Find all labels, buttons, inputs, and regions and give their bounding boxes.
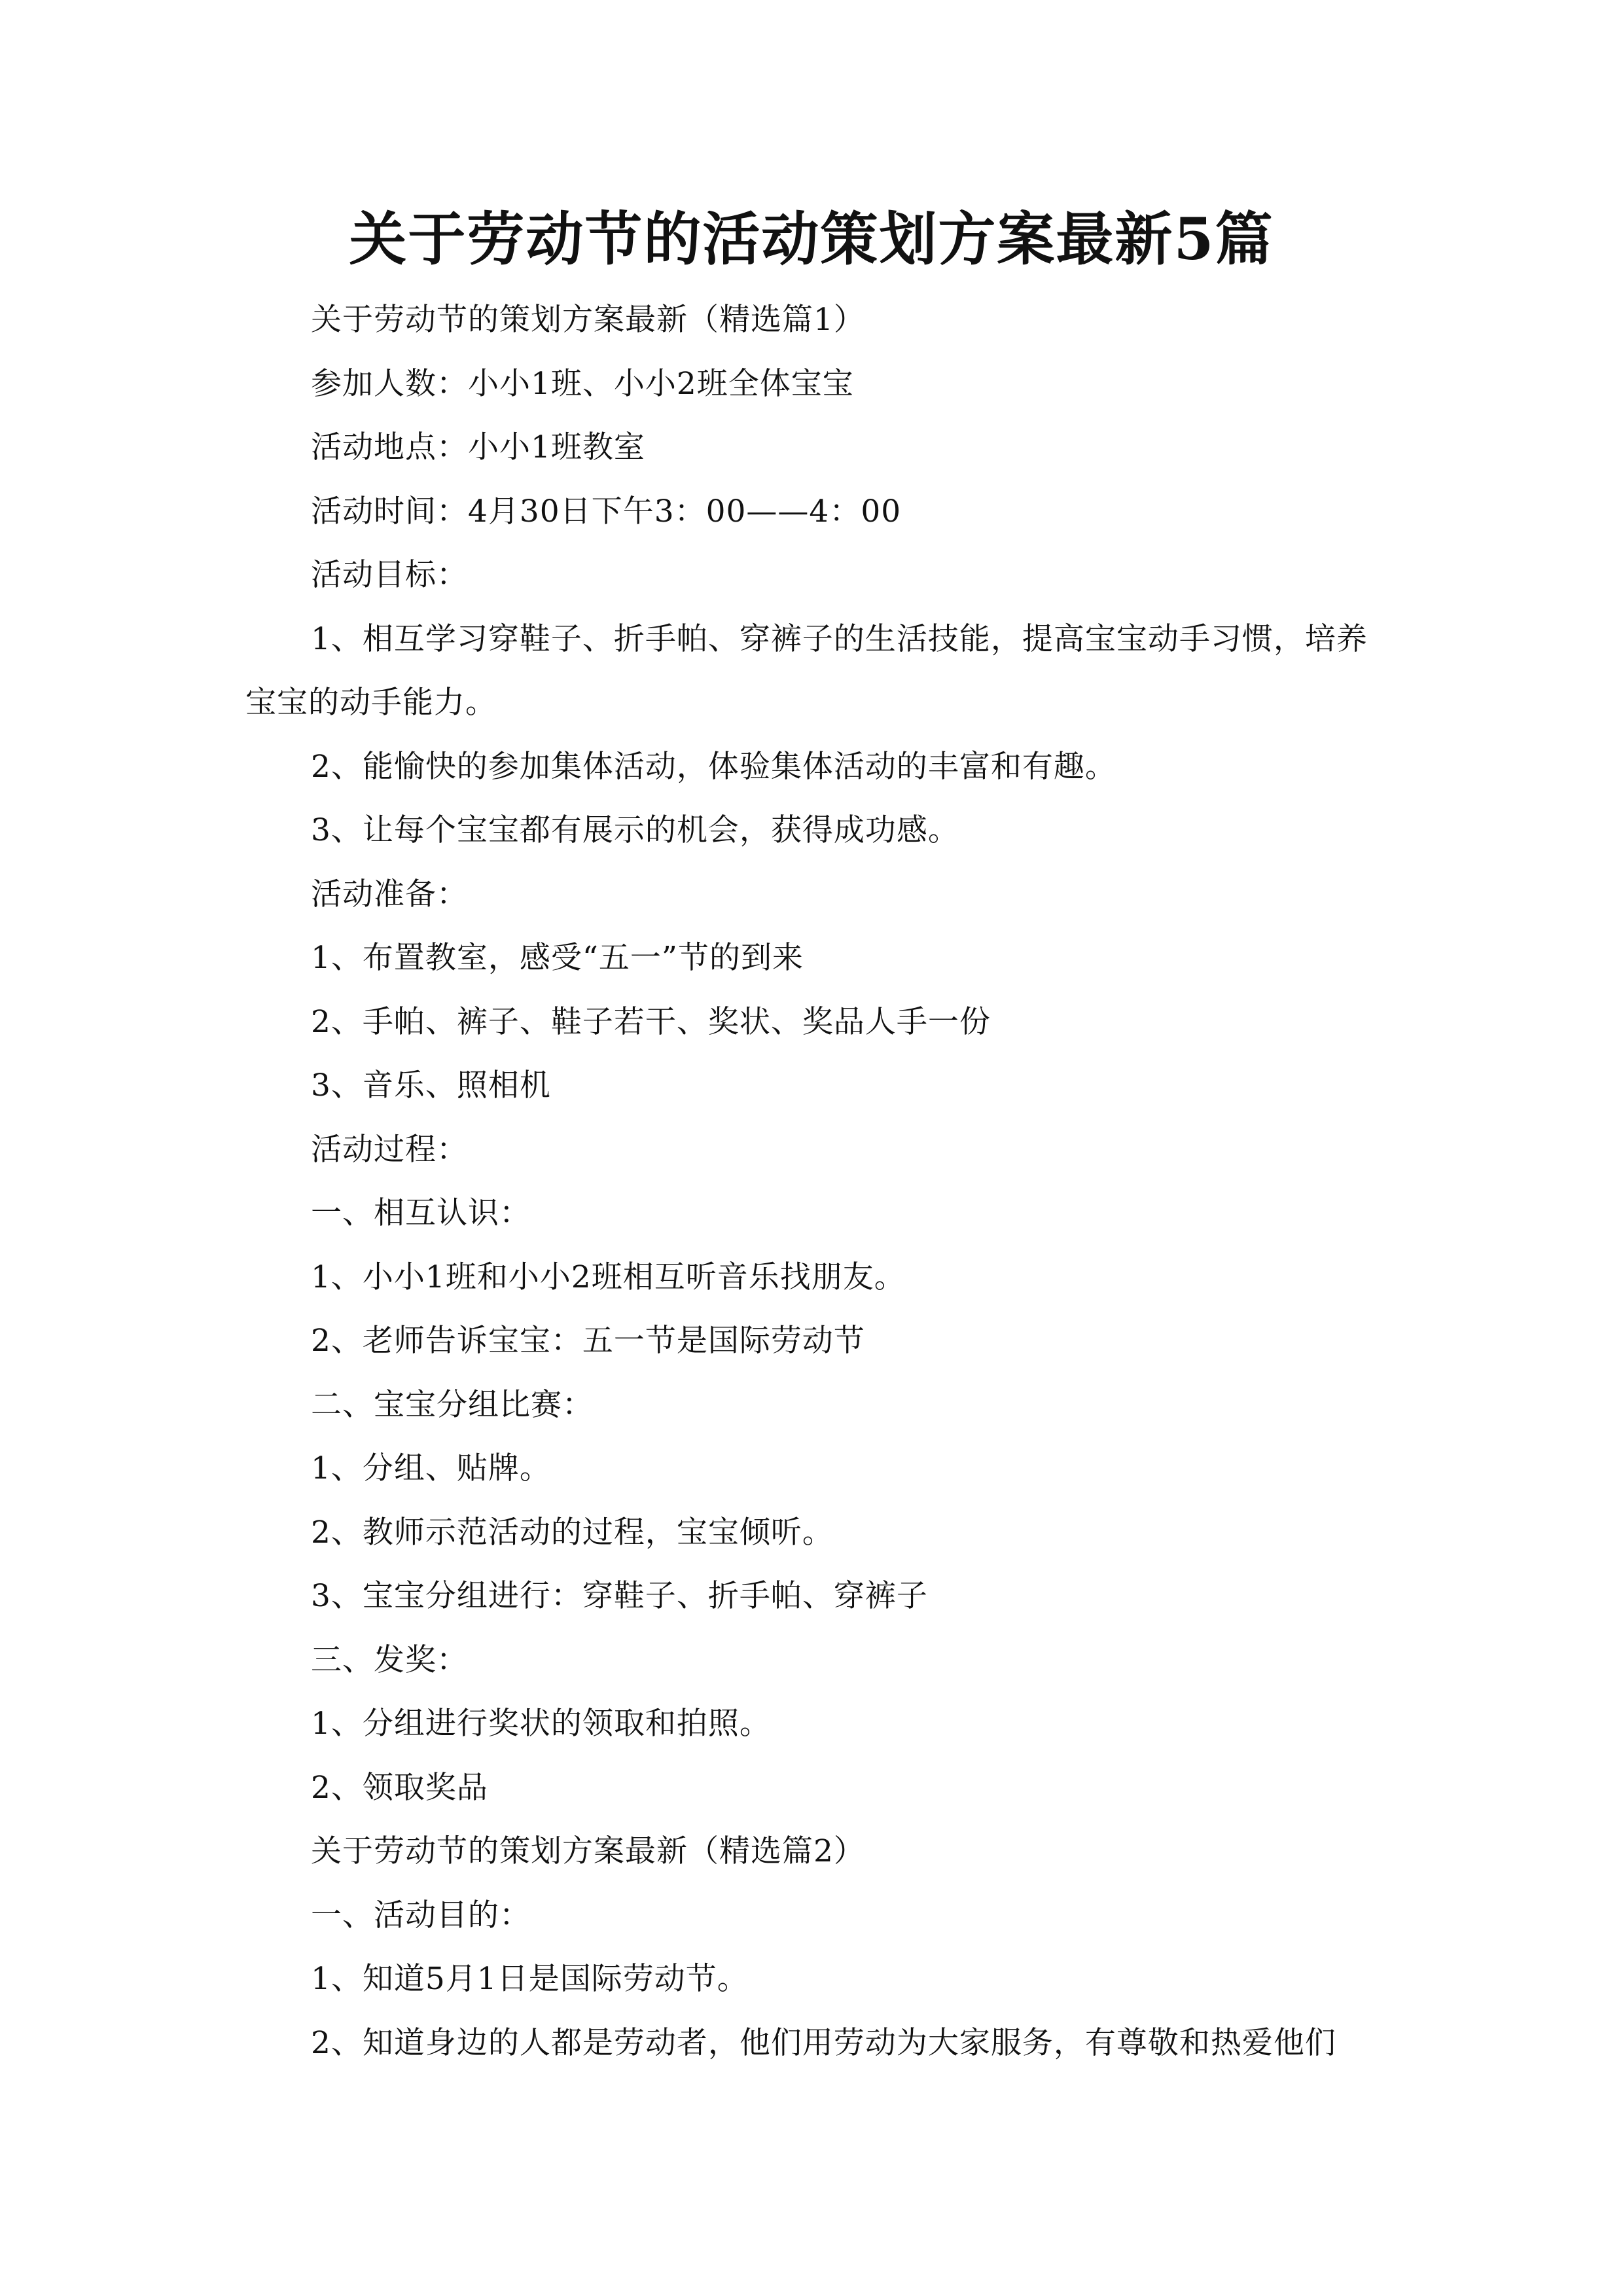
paragraph: 活动准备： [311,876,468,912]
paragraph: 活动目标： [311,557,468,593]
paragraph: 3、宝宝分组进行：穿鞋子、折手帕、穿裤子 [311,1578,928,1614]
paragraph: 2、教师示范活动的过程，宝宝倾听。 [311,1514,834,1551]
paragraph: 活动地点：小小1班教室 [311,429,645,465]
paragraph: 2、手帕、裤子、鞋子若干、奖状、奖品人手一份 [311,1003,991,1040]
paragraph: 2、老师告诉宝宝：五一节是国际劳动节 [311,1323,865,1359]
paragraph: 1、相互学习穿鞋子、折手帕、穿裤子的生活技能，提高宝宝动手习惯，培养宝宝的动手能力。 [245,620,1368,721]
paragraph: 参加人数：小小1班、小小2班全体宝宝 [311,365,854,402]
paragraph: 1、知道5月1日是国际劳动节。 [311,1961,749,1997]
paragraph: 活动过程： [311,1131,468,1168]
paragraph: 关于劳动节的策划方案最新（精选篇1） [311,302,865,338]
paragraph: 3、让每个宝宝都有展示的机会，获得成功感。 [311,812,959,848]
document-title: 关于劳动节的活动策划方案最新5篇 [349,205,1274,273]
paragraph: 2、知道身边的人都是劳动者，他们用劳动为大家服务，有尊敬和热爱他们 [311,2024,1336,2061]
paragraph: 2、领取奖品 [311,1769,488,1806]
paragraph: 关于劳动节的策划方案最新（精选篇2） [311,1833,865,1869]
paragraph: 二、宝宝分组比赛： [311,1386,594,1423]
paragraph: 一、活动目的： [311,1897,531,1933]
paragraph: 1、分组、贴牌。 [311,1450,551,1486]
document-body [245,288,1381,2075]
paragraph: 1、小小1班和小小2班相互听音乐找朋友。 [311,1259,906,1295]
paragraph: 1、分组进行奖状的领取和拍照。 [311,1706,771,1742]
paragraph: 三、发奖： [311,1641,468,1678]
paragraph: 2、能愉快的参加集体活动，体验集体活动的丰富和有趣。 [311,748,1116,785]
paragraph: 活动时间：4月30日下午3：00——4：00 [311,493,902,529]
paragraph: 3、音乐、照相机 [311,1067,551,1103]
paragraph: 1、布置教室，感受“五一”节的到来 [311,940,804,976]
paragraph: 一、相互认识： [311,1195,531,1231]
